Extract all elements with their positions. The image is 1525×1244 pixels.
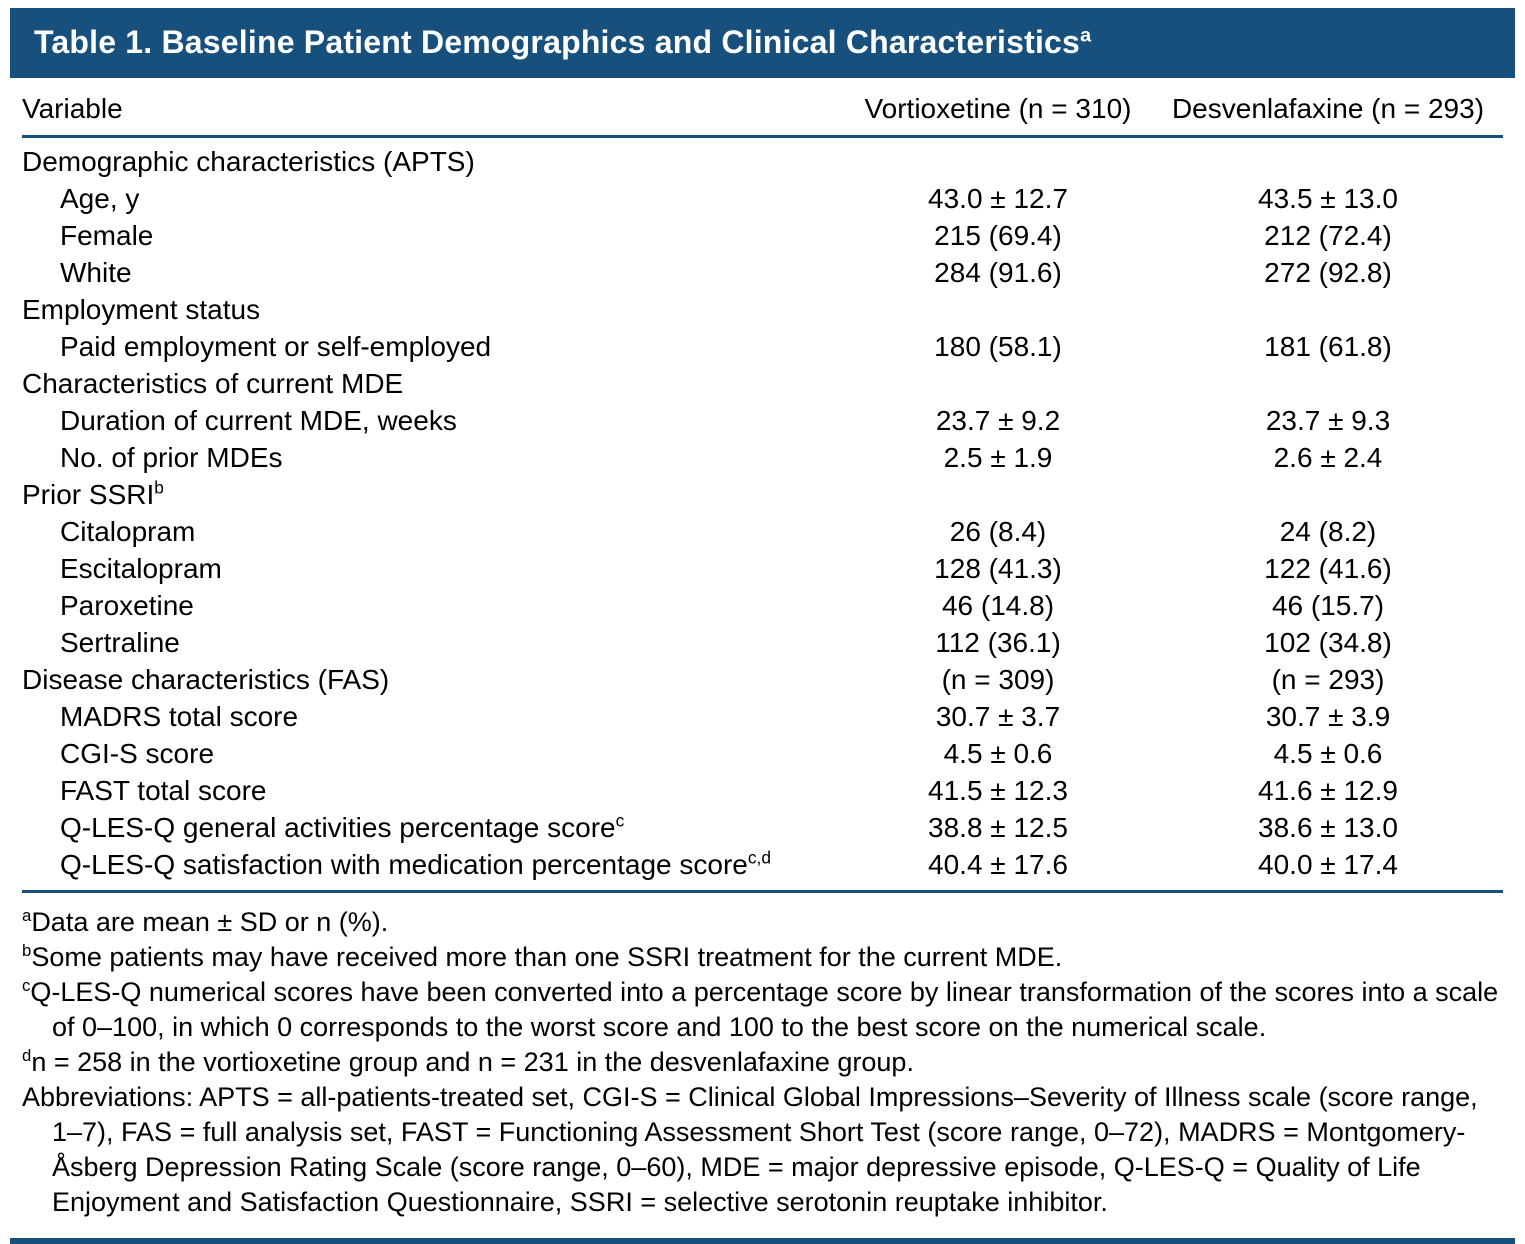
- footnote-marker: a: [22, 906, 32, 925]
- row-label: No. of prior MDEs: [60, 442, 283, 473]
- table-row: [22, 181, 1503, 218]
- row-label: Sertraline: [60, 627, 180, 658]
- row-value-vortioxetine: 284 (91.6): [934, 257, 1062, 288]
- row-value-desvenlafaxine: [1153, 497, 1503, 504]
- footnote: Abbreviations: APTS = all-patients-treated set, CGI-S = Clinical Global Impressions–Severity of Illness scale (score range, 1–7), FAS = full analysis set, FAST = Functioning Assessment Short Test (score range, 0–72), MADRS = Montgomery-Åsberg Depression Rating Scale (score range, 0–60), MDE = major depressive episode, Q-LES-Q = Quality of Life Enjoyment and Satisfaction Questionnaire, SSRI = selective serotonin reuptake inhibitor.: [22, 1082, 1478, 1217]
- column-header-vortioxetine: Vortioxetine (n = 310): [864, 93, 1132, 124]
- table-row: [22, 736, 1503, 773]
- row-label: Q-LES-Q satisfaction with medication percentage score$^{c,d}$: [60, 847, 772, 880]
- row-value-vortioxetine: 38.8 ± 12.5: [928, 812, 1068, 843]
- bottom-rule: [10, 1238, 1515, 1244]
- table-section-row: [22, 662, 1503, 699]
- table-title-text: Table 1. Baseline Patient Demographics and Clinical Characteristics: [34, 24, 1081, 60]
- row-value-vortioxetine: 41.5 ± 12.3: [928, 775, 1068, 806]
- row-label: Demographic characteristics (APTS): [22, 146, 475, 177]
- row-value-vortioxetine: 43.0 ± 12.7: [928, 183, 1068, 214]
- row-value-vortioxetine: 4.5 ± 0.6: [943, 738, 1053, 769]
- table-row: [22, 773, 1503, 810]
- table-section-row: [22, 144, 1503, 181]
- footnote: $^b$Some patients may have received more than one SSRI treatment for the current MDE.: [22, 941, 1063, 972]
- row-value-desvenlafaxine: [1153, 386, 1503, 393]
- row-label: Paid employment or self-employed: [60, 331, 492, 362]
- column-header-variable: Variable: [22, 93, 123, 124]
- table-row: [22, 588, 1503, 625]
- table-row: [22, 255, 1503, 292]
- table-section-row: [22, 477, 1503, 514]
- table-title: [34, 23, 1491, 61]
- row-value-desvenlafaxine: 23.7 ± 9.3: [1265, 405, 1391, 436]
- row-label: CGI-S score: [60, 738, 215, 769]
- row-label: Prior SSRI$^b$: [22, 477, 164, 510]
- row-value-desvenlafaxine: 212 (72.4): [1264, 220, 1392, 251]
- table-row: [22, 514, 1503, 551]
- row-label: Characteristics of current MDE: [22, 368, 404, 399]
- row-value-desvenlafaxine: 272 (92.8): [1264, 257, 1392, 288]
- row-value-desvenlafaxine: 4.5 ± 0.6: [1273, 738, 1383, 769]
- row-value-vortioxetine: [843, 497, 1153, 504]
- row-value-desvenlafaxine: (n = 293): [1271, 664, 1385, 695]
- row-label: MADRS total score: [60, 701, 299, 732]
- row-footnote-marker: c: [615, 810, 625, 831]
- footnote-marker: c: [22, 976, 31, 995]
- table-header-row: [22, 78, 1503, 138]
- row-value-desvenlafaxine: 46 (15.7): [1271, 590, 1385, 621]
- row-value-vortioxetine: 112 (36.1): [935, 627, 1061, 658]
- table-row: [22, 625, 1503, 662]
- footnote: $^c$Q-LES-Q numerical scores have been converted into a percentage score by linear transformation of the scores into a scale of 0–100, in which 0 corresponds to the worst score and 100 to the best score on the numerical scale.: [22, 976, 1499, 1042]
- row-label: Escitalopram: [60, 553, 222, 584]
- footnote: $^d$n = 258 in the vortioxetine group and n = 231 in the desvenlafaxine group.: [22, 1046, 914, 1077]
- row-label: Paroxetine: [60, 590, 194, 621]
- row-label: Citalopram: [60, 516, 196, 547]
- row-value-vortioxetine: 23.7 ± 9.2: [935, 405, 1061, 436]
- row-value-desvenlafaxine: 30.7 ± 3.9: [1265, 701, 1391, 732]
- row-value-vortioxetine: 2.5 ± 1.9: [943, 442, 1053, 473]
- footnotes-block: [10, 893, 1515, 1230]
- row-value-desvenlafaxine: 38.6 ± 13.0: [1258, 812, 1398, 843]
- table-row: [22, 403, 1503, 440]
- row-label: FAST total score: [60, 775, 267, 806]
- row-label: Disease characteristics (FAS): [22, 664, 390, 695]
- table-section-row: [22, 292, 1503, 329]
- row-value-vortioxetine: 128 (41.3): [934, 553, 1062, 584]
- row-footnote-marker: c,d: [747, 847, 772, 868]
- row-value-vortioxetine: 180 (58.1): [934, 331, 1062, 362]
- row-value-desvenlafaxine: 41.6 ± 12.9: [1258, 775, 1398, 806]
- table-title-footnote-marker: a: [1080, 24, 1092, 47]
- row-value-desvenlafaxine: [1153, 312, 1503, 319]
- table-body: [22, 138, 1503, 893]
- table-row: [22, 810, 1503, 847]
- table-row: [22, 847, 1503, 884]
- row-value-vortioxetine: (n = 309): [941, 664, 1055, 695]
- row-label: Age, y: [60, 183, 140, 214]
- column-header-desvenlafaxine: Desvenlafaxine (n = 293): [1171, 93, 1485, 124]
- row-value-desvenlafaxine: 40.0 ± 17.4: [1258, 849, 1398, 880]
- row-value-desvenlafaxine: 181 (61.8): [1264, 331, 1392, 362]
- table: [10, 78, 1515, 893]
- footnote-marker: d: [22, 1046, 32, 1065]
- table-row: [22, 551, 1503, 588]
- table-row: [22, 329, 1503, 366]
- row-label: Q-LES-Q general activities percentage score$^c$: [60, 810, 625, 843]
- row-label: White: [60, 257, 132, 288]
- row-label: Duration of current MDE, weeks: [60, 405, 457, 436]
- row-value-vortioxetine: [843, 312, 1153, 319]
- row-value-desvenlafaxine: 43.5 ± 13.0: [1258, 183, 1398, 214]
- row-value-vortioxetine: 40.4 ± 17.6: [928, 849, 1068, 880]
- row-label: Female: [60, 220, 154, 251]
- row-value-vortioxetine: [843, 386, 1153, 393]
- row-value-desvenlafaxine: 2.6 ± 2.4: [1273, 442, 1383, 473]
- table-title-bar: [10, 8, 1515, 78]
- row-value-desvenlafaxine: 24 (8.2): [1279, 516, 1377, 547]
- row-value-vortioxetine: 26 (8.4): [949, 516, 1047, 547]
- row-value-desvenlafaxine: 122 (41.6): [1264, 553, 1392, 584]
- row-footnote-marker: b: [154, 477, 164, 498]
- row-value-vortioxetine: 30.7 ± 3.7: [935, 701, 1061, 732]
- footnote-marker: b: [22, 941, 32, 960]
- row-value-desvenlafaxine: [1153, 164, 1503, 171]
- row-label: Employment status: [22, 294, 261, 325]
- table-row: [22, 218, 1503, 255]
- table-row: [22, 440, 1503, 477]
- row-value-vortioxetine: 215 (69.4): [934, 220, 1062, 251]
- row-value-desvenlafaxine: 102 (34.8): [1264, 627, 1392, 658]
- table-row: [22, 699, 1503, 736]
- footnote: $^a$Data are mean ± SD or n (%).: [22, 906, 389, 937]
- row-value-vortioxetine: 46 (14.8): [941, 590, 1055, 621]
- row-value-vortioxetine: [843, 164, 1153, 171]
- table-section-row: [22, 366, 1503, 403]
